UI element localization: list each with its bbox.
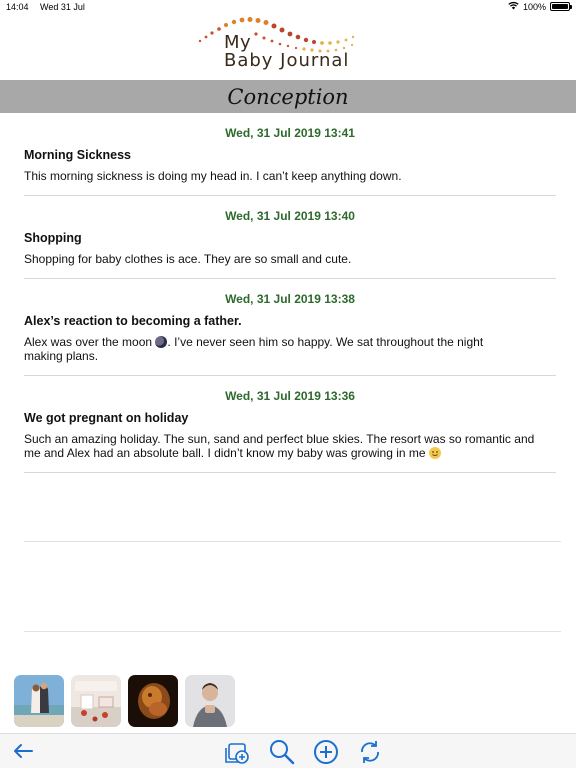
couple-photo-thumbnail[interactable] [14, 675, 64, 727]
moon-emoji-icon [155, 336, 167, 348]
entry-title: We got pregnant on holiday [24, 411, 189, 425]
journal-entry[interactable] [24, 196, 556, 279]
ultrasound-photo-thumbnail[interactable] [128, 675, 178, 727]
logo-line-2: Baby Journal [224, 50, 350, 71]
entry-date: Wed, 31 Jul 2019 13:38 [225, 292, 355, 306]
entry-title: Shopping [24, 231, 82, 245]
status-date: Wed 31 Jul [40, 2, 85, 12]
entry-date: Wed, 31 Jul 2019 13:40 [225, 209, 355, 223]
entry-date: Wed, 31 Jul 2019 13:41 [225, 126, 355, 140]
status-time: 14:04 [6, 2, 29, 12]
empty-row-divider [24, 541, 561, 542]
entry-list [0, 113, 576, 473]
bottom-toolbar [0, 733, 576, 768]
battery-fill [552, 4, 568, 9]
search-icon[interactable] [268, 738, 296, 768]
app-logo [196, 14, 386, 76]
smile-emoji-icon [429, 447, 441, 459]
page-title: Conception [227, 84, 349, 109]
status-bar [0, 0, 576, 14]
add-photo-icon[interactable] [223, 738, 251, 768]
add-entry-icon[interactable] [312, 738, 340, 768]
title-bar [0, 80, 576, 113]
entry-body-text: Such an amazing holiday. The sun, sand and perfect blue skies. The resort was so romantic and me and Alex had an absolute ball. I didn’t know my baby was growing in me [24, 432, 535, 460]
battery-percent: 100% [522, 1, 546, 12]
back-arrow-icon[interactable] [12, 742, 34, 765]
entry-date: Wed, 31 Jul 2019 13:36 [225, 389, 355, 403]
photo-strip [14, 675, 235, 727]
journal-entry[interactable] [24, 376, 556, 473]
entry-title: Alex’s reaction to becoming a father. [24, 314, 242, 328]
wifi-icon [508, 1, 519, 12]
journal-entry[interactable] [24, 279, 556, 376]
entry-body-end: . I’ve never seen him so happy. We sat throughout the night making plans. [24, 335, 484, 363]
entry-body: This morning sickness is doing my head in. I can’t keep anything down. [24, 169, 402, 183]
entry-body-start: Alex was over the moon [24, 335, 156, 349]
battery-icon [550, 2, 570, 11]
baby-clothes-photo-thumbnail[interactable] [71, 675, 121, 727]
entry-body: Shopping for baby clothes is ace. They are so small and cute. [24, 252, 352, 266]
entry-body [24, 432, 554, 460]
entry-title: Morning Sickness [24, 148, 131, 162]
sync-icon[interactable] [356, 738, 384, 768]
entry-body [24, 335, 484, 363]
journal-entry[interactable] [24, 113, 556, 196]
empty-row-divider [24, 631, 561, 632]
logo-line-1: My [224, 32, 252, 53]
father-photo-thumbnail[interactable] [185, 675, 235, 727]
